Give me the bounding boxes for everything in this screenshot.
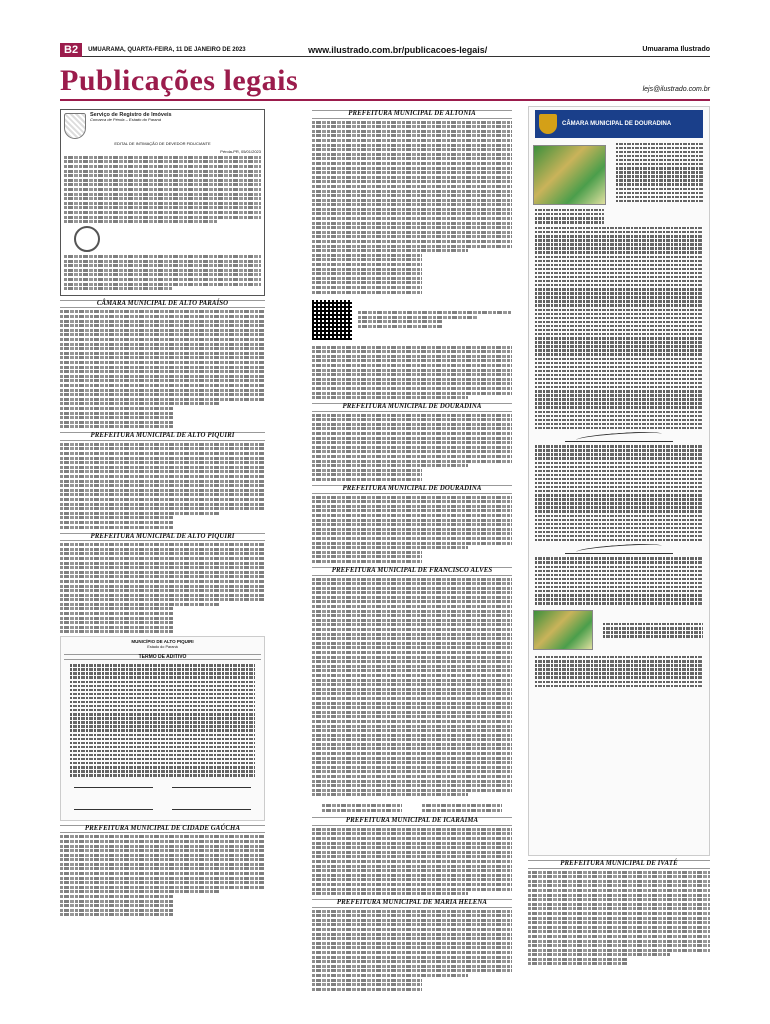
page-header-bar bbox=[60, 43, 710, 57]
publication-url[interactable]: www.ilustrado.com.br/publicacoes-legais/ bbox=[308, 44, 488, 55]
notice-header-altoparaiso: CÂMARA MUNICIPAL DE ALTO PARAÍSO bbox=[60, 300, 265, 309]
page-number: B2 bbox=[60, 43, 82, 57]
camara-douradina-scanned-document bbox=[528, 106, 710, 856]
qr-code-icon bbox=[312, 300, 352, 340]
issue-date: UMUARAMA, QUARTA-FEIRA, 11 DE JANEIRO DE 2023 bbox=[88, 46, 246, 53]
notice-header-mariahelena: PREFEITURA MUNICIPAL DE MARIA HELENA bbox=[312, 899, 512, 908]
notice-header-douradina-2: PREFEITURA MUNICIPAL DE DOURADINA bbox=[312, 485, 512, 494]
douradina-crest-icon bbox=[539, 114, 557, 134]
section-title: Publicações legais bbox=[60, 64, 299, 97]
scanned-doc-subtitle: Estado do Paraná bbox=[147, 645, 178, 650]
signature-line-right bbox=[172, 787, 251, 797]
notice-header-altopiquiri-1: PREFEITURA MUNICIPAL DE ALTO PIQUIRI bbox=[60, 432, 265, 441]
witness-line-left bbox=[74, 809, 153, 817]
notice-header-cidadegaucha: PREFEITURA MUNICIPAL DE CIDADE GAÚCHA bbox=[60, 825, 265, 834]
signature-line-left bbox=[74, 787, 153, 797]
notice-header-altonia: PREFEITURA MUNICIPAL DE ALTONIA bbox=[312, 110, 512, 119]
coat-of-arms-icon bbox=[64, 113, 86, 139]
registry-title: Serviço de Registro de Imóveis bbox=[90, 112, 172, 118]
camara-douradina-title: CÂMARA MUNICIPAL DE DOURADINA bbox=[562, 120, 672, 127]
notice-header-franciscoalves: PREFEITURA MUNICIPAL DE FRANCISCO ALVES bbox=[312, 567, 512, 576]
alto-piquiri-scanned-document bbox=[60, 636, 265, 820]
notice-header-altopiquiri-2: PREFEITURA MUNICIPAL DE ALTO PIQUIRI bbox=[60, 533, 265, 542]
notice-header-douradina-1: PREFEITURA MUNICIPAL DE DOURADINA bbox=[312, 403, 512, 412]
official-stamp-icon bbox=[74, 226, 100, 252]
notice-header-ivate: PREFEITURA MUNICIPAL DE IVATÉ bbox=[528, 860, 710, 869]
contact-email[interactable]: lejs@ilustrado.com.br bbox=[642, 86, 710, 93]
registry-notice bbox=[60, 109, 265, 296]
scanned-doc-title: MUNICÍPIO DE ALTO PIQUIRI bbox=[131, 639, 194, 645]
registry-edital: EDITAL DE INTIMAÇÃO DE DEVEDOR FIDUCIANTE bbox=[114, 141, 211, 146]
camara-douradina-banner bbox=[535, 110, 703, 138]
receipt-image bbox=[533, 610, 593, 650]
notice-header-icaraima: PREFEITURA MUNICIPAL DE ICARAIMA bbox=[312, 817, 512, 826]
column-3 bbox=[528, 106, 710, 1024]
registry-date: Pérola-PR, 05/01/2023 bbox=[220, 148, 261, 154]
registry-subtitle: Comarca de Pérola – Estado do Paraná bbox=[90, 116, 161, 122]
witness-line-right bbox=[172, 809, 251, 817]
column-1 bbox=[60, 106, 265, 1024]
signature-mark bbox=[565, 432, 673, 442]
termo-title: TERMO DE ADITIVO bbox=[64, 654, 261, 661]
newspaper-brand: Umuarama Ilustrado bbox=[642, 46, 710, 53]
signature-mark-2 bbox=[565, 544, 673, 554]
document-photo bbox=[533, 145, 606, 205]
title-rule bbox=[60, 99, 710, 101]
column-2 bbox=[312, 106, 512, 1024]
